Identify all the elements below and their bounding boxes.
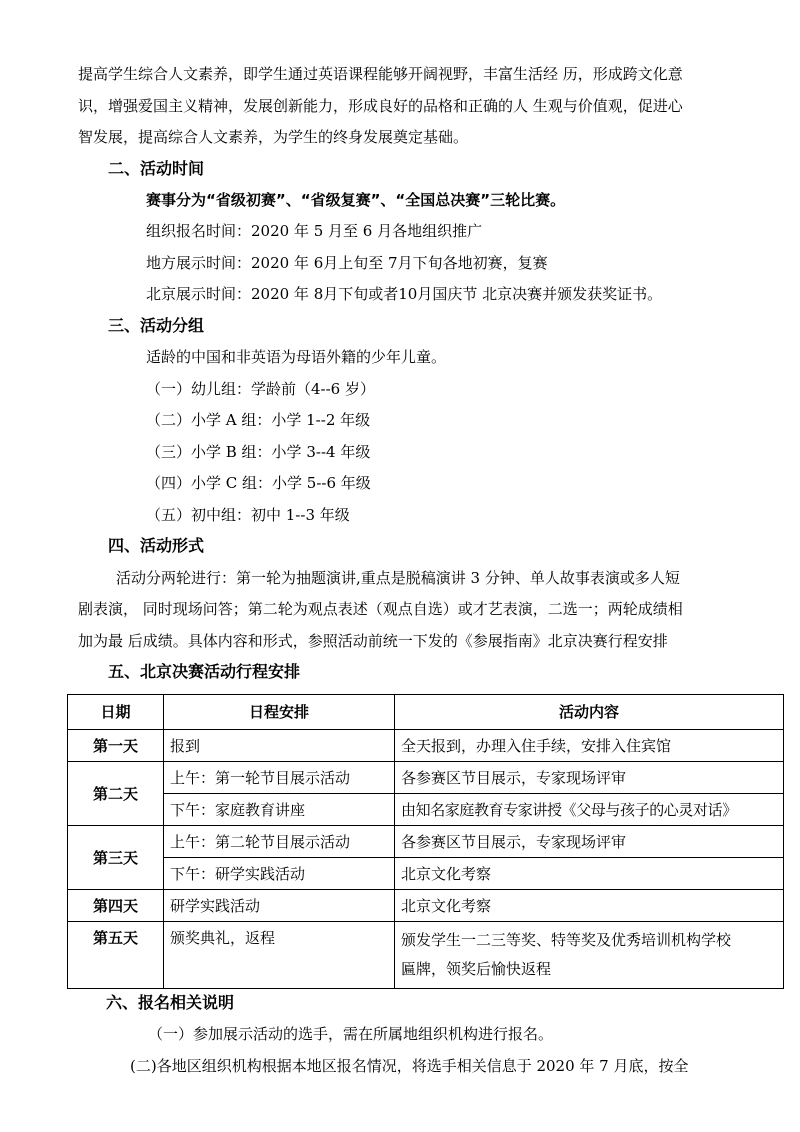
- table-row: [68, 858, 784, 890]
- schedule-cell: 上午：第二轮节目展示活动: [164, 826, 395, 858]
- section-heading-schedule: 五、北京决赛活动行程安排: [108, 662, 301, 681]
- time-line-signup: 组织报名时间：2020 年 5 月至 6 月各地组织推广: [146, 222, 483, 240]
- schedule-cell: 报到: [164, 730, 395, 762]
- header-date: 日期: [68, 695, 164, 730]
- section-heading-registration: 六、报名相关说明: [106, 993, 235, 1012]
- table-header-row: [68, 695, 784, 730]
- groups-lead: 适龄的中国和非英语为母语外籍的少年儿童。: [146, 348, 447, 366]
- table-row: [68, 794, 784, 826]
- schedule-cell: 颁奖典礼，返程: [164, 922, 395, 989]
- content-cell: 北京文化考察: [395, 890, 784, 922]
- content-cell: 北京文化考察: [395, 858, 784, 890]
- group-item: （三）小学 B 组：小学 3--4 年级: [146, 443, 371, 461]
- time-line-beijing: 北京展示时间：2020 年 8月下旬或者10月国庆节 北京决赛并颁发获奖证书。: [146, 285, 663, 303]
- schedule-cell: 上午：第一轮节目展示活动: [164, 762, 395, 794]
- content-cell: 各参赛区节目展示，专家现场评审: [395, 826, 784, 858]
- table-row: [68, 826, 784, 858]
- section-heading-time: 二、活动时间: [108, 159, 205, 178]
- time-line-local: 地方展示时间：2020 年 6月上旬至 7月下旬各地初赛，复赛: [146, 254, 548, 272]
- day-cell: 第一天: [68, 730, 164, 762]
- intro-line-2: 识，增强爱国主义精神，发展创新能力，形成良好的品格和正确的人 生观与价值观，促进心: [78, 97, 683, 115]
- intro-line-3: 智发展，提高综合人文素养，为学生的终身发展奠定基础。: [78, 128, 469, 146]
- format-line-2: 剧表演， 同时现场问答；第二轮为观点表述（观点自选）或才艺表演，二选一；两轮成绩相: [78, 600, 683, 618]
- group-item: （五）初中组：初中 1--3 年级: [146, 506, 350, 524]
- format-line-1: 活动分两轮进行：第一轮为抽题演讲,重点是脱稿演讲 3 分钟、单人故事表演或多人短: [116, 569, 680, 587]
- day-cell: 第二天: [68, 762, 164, 826]
- table-row: [68, 730, 784, 762]
- table-row: [68, 890, 784, 922]
- header-schedule: 日程安排: [164, 695, 395, 730]
- table-row: [68, 922, 784, 989]
- table-row: [68, 762, 784, 794]
- group-item: （一）幼儿组：学龄前（4--6 岁）: [146, 380, 375, 398]
- schedule-table: [67, 694, 784, 989]
- group-item: （二）小学 A 组：小学 1--2 年级: [146, 411, 371, 429]
- registration-line-1: （一）参加展示活动的选手，需在所属地组织机构进行报名。: [148, 1025, 554, 1043]
- content-cell: 各参赛区节目展示，专家现场评审: [395, 762, 784, 794]
- day-cell: 第五天: [68, 922, 164, 989]
- content-cell: [395, 922, 784, 989]
- registration-line-2: (二)各地区组织机构根据本地区报名情况，将选手相关信息于 2020 年 7 月底，按全: [130, 1057, 689, 1075]
- format-line-3: 加为最 后成绩。具体内容和形式，参照活动前统一下发的《参展指南》北京决赛行程安排: [78, 632, 668, 650]
- schedule-cell: 下午：家庭教育讲座: [164, 794, 395, 826]
- group-item: （四）小学 C 组：小学 5--6 年级: [146, 474, 371, 492]
- content-line: 匾牌，领奖后愉快返程: [401, 960, 552, 978]
- content-line: 颁发学生一二三等奖、特等奖及优秀培训机构学校: [401, 931, 732, 949]
- content-cell: 由知名家庭教育专家讲授《父母与孩子的心灵对话》: [395, 794, 784, 826]
- content-cell: 全天报到，办理入住手续，安排入住宾馆: [395, 730, 784, 762]
- section-heading-groups: 三、活动分组: [108, 316, 205, 335]
- header-content: 活动内容: [395, 695, 784, 730]
- section-heading-format: 四、活动形式: [108, 536, 205, 555]
- schedule-cell: 研学实践活动: [164, 890, 395, 922]
- intro-line-1: 提高学生综合人文素养，即学生通过英语课程能够开阔视野，丰富生活经 历，形成跨文化意: [78, 65, 683, 83]
- day-cell: 第三天: [68, 826, 164, 890]
- section-time-lead: 赛事分为“省级初赛”、“省级复赛”、“全国总决赛”三轮比赛。: [146, 191, 566, 209]
- day-cell: 第四天: [68, 890, 164, 922]
- schedule-cell: 下午：研学实践活动: [164, 858, 395, 890]
